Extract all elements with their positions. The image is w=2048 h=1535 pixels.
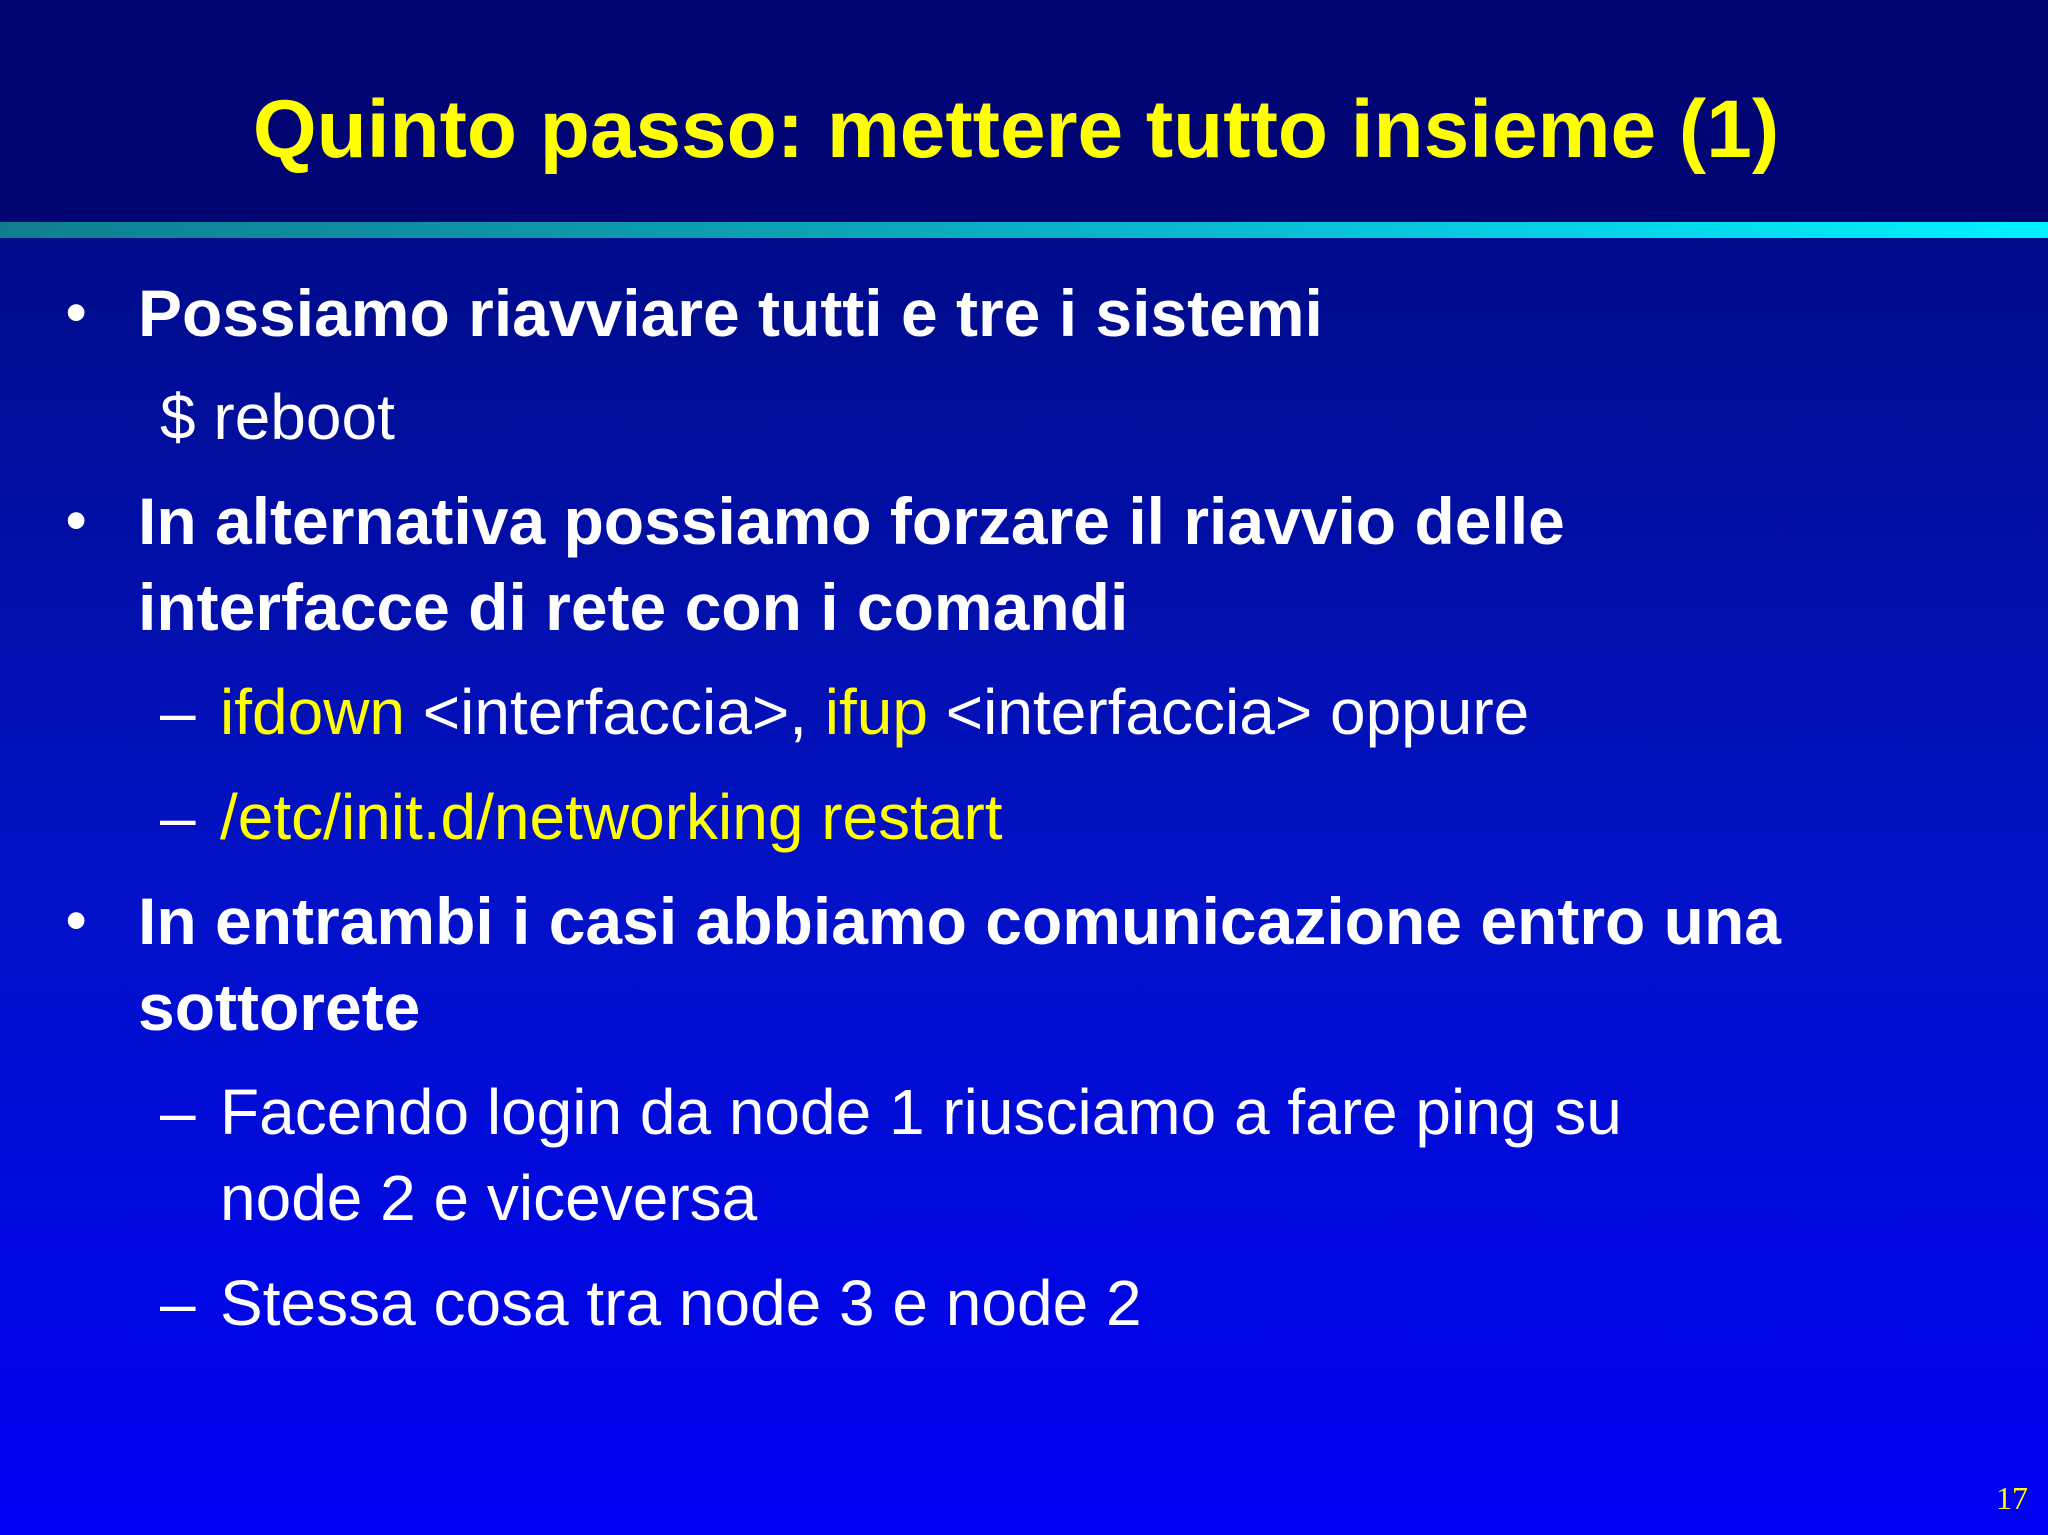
page-number: 17 <box>1996 1480 2028 1516</box>
bullet-text: Possiamo riavviare tutti e tre i sistemi <box>138 276 1323 350</box>
bullet-text-line: In alternativa possiamo forzare il riavvio delle <box>138 484 1565 558</box>
dash-icon: – <box>160 676 196 748</box>
sub-bullet-text <box>220 669 1529 755</box>
interface-arg: <interfaccia>, <box>405 676 825 748</box>
command-text: $ reboot <box>160 381 395 453</box>
bullet-text-line: In entrambi i casi abbiamo comunicazione entro una <box>138 884 1782 958</box>
command-networking-restart: /etc/init.d/networking restart <box>220 781 1003 853</box>
sub-bullet-text: Stessa cosa tra node 3 e node 2 <box>220 1267 1142 1339</box>
sub-bullet-text-line: node 2 e viceversa <box>220 1162 758 1234</box>
dash-icon: – <box>160 781 196 853</box>
command-ifup: ifup <box>824 676 928 748</box>
sub-bullet-text-line: Facendo login da node 1 riusciamo a fare ping su <box>220 1076 1622 1148</box>
bullet-icon: • <box>66 888 87 953</box>
interface-arg-oppure: <interfaccia> oppure <box>927 676 1530 748</box>
slide-title: Quinto passo: mettere tutto insieme (1) <box>252 84 1780 175</box>
bullet-icon: • <box>66 280 87 345</box>
bullet-text-line: interfacce di rete con i comandi <box>138 570 1129 644</box>
bullet-icon: • <box>66 488 87 553</box>
dash-icon: – <box>160 1267 196 1339</box>
dash-icon: – <box>160 1076 196 1148</box>
command-ifdown: ifdown <box>220 676 405 748</box>
bullet-text-line: sottorete <box>138 970 421 1044</box>
